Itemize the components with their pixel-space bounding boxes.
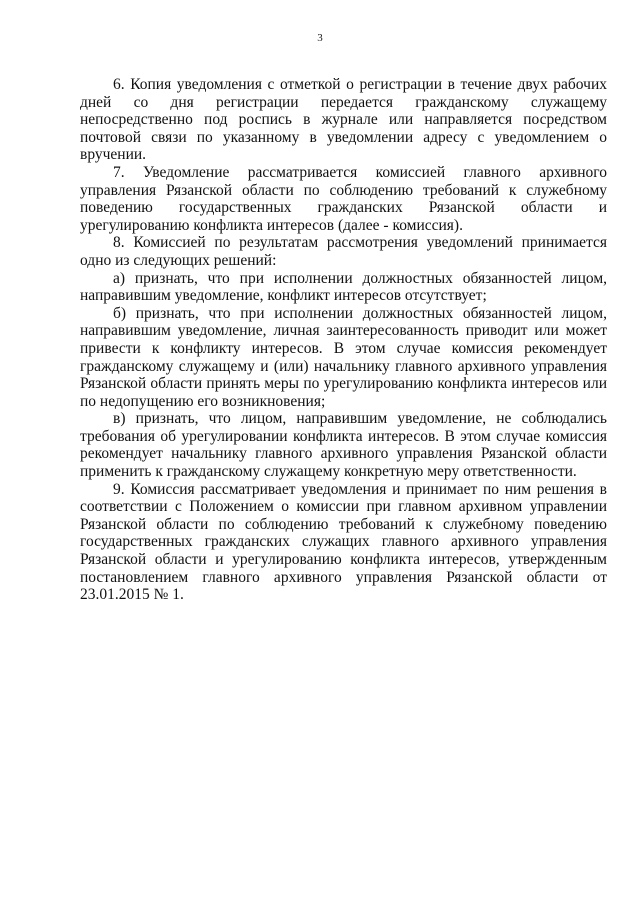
- paragraph-8v: в) признать, что лицом, направившим уведомление, не соблюдались требования об урегулировании конфликта интересов. В этом случае комиссия рекомендует начальнику главного архивного управления Рязанской области применить к гражданскому служащему конкретную меру ответственности.: [80, 410, 607, 481]
- document-body: [80, 76, 607, 604]
- page-number: 3: [317, 32, 323, 44]
- paragraph-7: 7. Уведомление рассматривается комиссией главного архивного управления Рязанской области по соблюдению требований к служебному поведению государственных гражданских Рязанской области и урегулированию конфликта интересов (далее - комиссия).: [80, 163, 607, 234]
- paragraph-8a: а) признать, что при исполнении должностных обязанностей лицом, направившим уведомление, конфликт интересов отсутствует;: [80, 269, 607, 305]
- paragraph-9: 9. Комиссия рассматривает уведомления и принимает по ним решения в соответствии с Положением о комиссии при главном архивном управлении Рязанской области по соблюдению требований к служебному поведению государственных гражданских служащих главного архивного управления Рязанской области и урегулированию конфликта интересов, утвержденным постановлением главного архивного управления Рязанской области от 23.01.2015 № 1.: [80, 480, 607, 604]
- paragraph-8b: б) признать, что при исполнении должностных обязанностей лицом, направившим уведомление, личная заинтересованность приводит или может привести к конфликту интересов. В этом случае комиссия рекомендует гражданскому служащему и (или) начальнику главного архивного управления Рязанской области принять меры по урегулированию конфликта интересов или по недопущению его возникновения;: [80, 304, 607, 410]
- paragraph-8: 8. Комиссией по результатам рассмотрения уведомлений принимается одно из следующих решений:: [80, 234, 607, 269]
- paragraph-6: 6. Копия уведомления с отметкой о регистрации в течение двух рабочих дней со дня регистрации передается гражданскому служащему непосредственно под роспись в журнале или направляется посредством почтовой связи по указанному в уведомлении адресу с уведомлением о вручении.: [80, 76, 607, 164]
